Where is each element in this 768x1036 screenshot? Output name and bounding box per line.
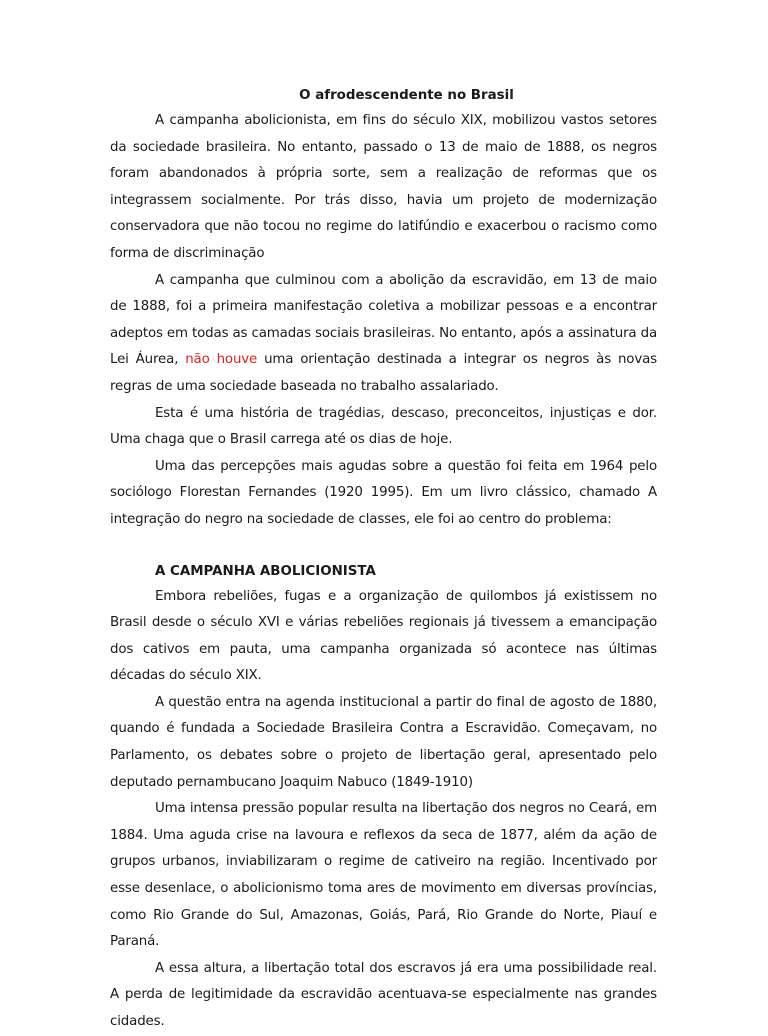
paragraph-2-text-end: uma orientação destinada a integrar os negros às novas regras de uma sociedade baseada no trabalho assalariado. bbox=[110, 352, 657, 394]
highlighted-text: não houve bbox=[185, 352, 258, 368]
paragraph-2 bbox=[110, 268, 657, 401]
paragraph-3: Esta é uma história de tragédias, descaso, preconceitos, injustiças e dor. Uma chaga que o Brasil carrega até os dias de hoje. bbox=[110, 405, 657, 448]
document-title: O afrodescendente no Brasil bbox=[299, 88, 514, 103]
paragraph-2-text-start: A campanha que culminou com a abolição da escravidão, em 13 de maio de 1888, foi a primeira manifestação coletiva a mobilizar pessoas e a encontrar adeptos em todas as camadas sociais brasileiras. No entanto, após a assinatura da Lei Áurea, bbox=[110, 272, 657, 368]
section-paragraph-1: Embora rebeliões, fugas e a organização de quilombos já existissem no Brasil desde o século XVI e várias rebeliões regionais já tivessem a emancipação dos cativos em pauta, uma campanha organizada só acontece nas últimas décadas do século XIX. bbox=[110, 588, 657, 684]
document-page bbox=[110, 84, 657, 1036]
section-paragraph-2: A questão entra na agenda institucional a partir do final de agosto de 1880, quando é fundada a Sociedade Brasileira Contra a Escravidão. Começavam, no Parlamento, os debates sobre o projeto de libertação geral, apresentado pelo deputado pernambucano Joaquim Nabuco (1849-1910) bbox=[110, 694, 657, 790]
section-paragraph-4: A essa altura, a libertação total dos escravos já era uma possibilidade real. A perda de legitimidade da escravidão acentuava-se especialmente nas grandes cidades. bbox=[110, 960, 657, 1029]
paragraph-1: A campanha abolicionista, em fins do século XIX, mobilizou vastos setores da sociedade brasileira. No entanto, passado o 13 de maio de 1888, os negros foram abandonados à própria sorte, sem a realização de reformas que os integrassem socialmente. Por trás disso, havia um projeto de modernização conservadora que não tocou no regime do latifúndio e exacerbou o racismo como forma de discriminação bbox=[110, 113, 657, 261]
section-paragraph-3: Uma intensa pressão popular resulta na libertação dos negros no Ceará, em 1884. Uma aguda crise na lavoura e reflexos da seca de 1877, além da ação de grupos urbanos, inviabilizaram o regime de cativeiro na região. Incentivado por esse desenlace, o abolicionismo toma ares de movimento em diversas províncias, como Rio Grande do Sul, Amazonas, Goiás, Pará, Rio Grande do Norte, Piauí e Paraná. bbox=[110, 801, 657, 950]
section-heading: A CAMPANHA ABOLICIONISTA bbox=[155, 563, 376, 579]
paragraph-4: Uma das percepções mais agudas sobre a questão foi feita em 1964 pelo sociólogo Florestan Fernandes (1920 1995). Em um livro clássico, chamado A integração do negro na sociedade de classes, ele foi ao centro do problema: bbox=[110, 458, 657, 527]
